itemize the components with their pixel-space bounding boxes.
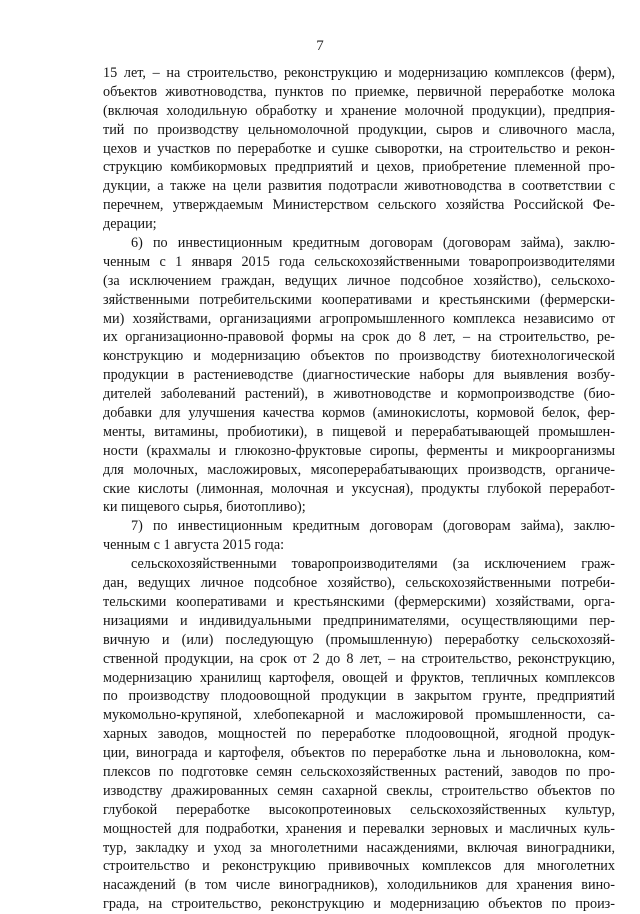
- text-line: ские кислоты (лимонная, молочная и уксусная), продукты глубокой переработ-: [103, 480, 615, 497]
- text-line: 15 лет, – на строительство, реконструкцию и модернизацию комплексов (ферм),: [103, 65, 615, 81]
- text-line: ки пищевого сырья, биотопливо);: [103, 499, 306, 516]
- text-line: ченным с 1 августа 2015 года:: [103, 537, 285, 554]
- text-line: (включая холодильную обработку и хранение молочной продукции), предприя-: [103, 102, 615, 119]
- text-line: ции, винограда и картофеля, объектов по переработке льна и льноволокна, ком-: [103, 745, 615, 762]
- text-line: тий по производству цельномолочной продукции, сыров и сливочного масла,: [103, 121, 615, 138]
- text-line: мукомольно-крупяной, хлебопекарной и масложировой промышленности, са-: [103, 707, 615, 724]
- text-line: цехов и участков по переработке и сушке сыворотки, на строительство и рекон-: [103, 140, 615, 157]
- text-line: дукции, а также на цели развития подотрасли животноводства в соответствии с: [103, 178, 615, 195]
- text-line: вичную и (или) последующую (промышленную) переработку сельскохозяй-: [103, 631, 615, 648]
- text-line: мощностей для подработки, хранения и перевалки зерновых и масличных куль-: [103, 820, 615, 837]
- text-line: низациями и индивидуальными предпринимателями, осуществляющими пер-: [103, 612, 615, 629]
- text-line: ственной продукции, на срок от 2 до 8 лет, – на строительство, реконструкцию,: [103, 650, 615, 667]
- text-line: сельскохозяйственными товаропроизводителями (за исключением граж-: [131, 556, 615, 573]
- text-line: ми) хозяйствами, организациями агропромышленного комплекса независимо от: [103, 310, 615, 327]
- text-line: продукции в растениеводстве (диагностические наборы для выявления возбу-: [103, 367, 615, 384]
- text-line: изводству дражированных семян сахарной свеклы, строительство объектов по: [103, 782, 615, 799]
- text-line: града, на строительство, реконструкцию и модернизацию объектов по произ-: [103, 896, 615, 913]
- page-number: 7: [316, 38, 324, 54]
- text-line: харных заводов, мощностей по переработке плодоовощной, ягодной продук-: [103, 726, 615, 743]
- text-line: глубокой переработке высокопротеиновых сельскохозяйственных культур,: [103, 801, 615, 818]
- text-line: для молочных, масложировых, мясоперерабатывающих производств, органиче-: [103, 461, 615, 478]
- text-line: ности (крахмалы и глюкозно-фруктовые сиропы, ферменты и микроорганизмы: [103, 442, 615, 459]
- text-line: тур, закладку и уход за многолетними насаждениями, включая виноградники,: [103, 839, 615, 856]
- text-line: дителей заболеваний растений), в животноводстве и кормопроизводстве (био-: [103, 386, 615, 403]
- text-line: дан, ведущих личное подсобное хозяйство), сельскохозяйственными потреби-: [103, 575, 615, 592]
- text-line: плексов по подготовке семян сельскохозяйственных растений, заводов по про-: [103, 763, 615, 780]
- body-text: [103, 64, 615, 914]
- text-line: зяйственными потребительскими кооперативами и крестьянскими (фермерски-: [103, 291, 615, 308]
- text-line: струкцию комбикормовых предприятий и цехов, приобретение племенной про-: [103, 159, 615, 176]
- text-line: тельскими кооперативами и крестьянскими (фермерскими) хозяйствами, орга-: [103, 593, 615, 610]
- text-line: 6) по инвестиционным кредитным договорам (договорам займа), заклю-: [131, 235, 615, 252]
- text-line: по производству плодоовощной продукции в закрытом грунте, предприятий: [103, 688, 615, 705]
- text-line: 7) по инвестиционным кредитным договорам (договорам займа), заклю-: [131, 518, 615, 535]
- text-line: объектов животноводства, пунктов по приемке, первичной переработке молока: [103, 83, 615, 100]
- text-line: добавки для улучшения качества кормов (аминокислоты, кормовой белок, фер-: [103, 405, 615, 422]
- text-line: насаждений (в том числе виноградников), холодильников для хранения вино-: [103, 877, 615, 894]
- text-line: перечнем, утверждаемым Министерством сельского хозяйства Российской Фе-: [103, 197, 615, 214]
- text-line: ченным с 1 января 2015 года сельскохозяйственными товаропроизводителями: [103, 253, 615, 270]
- text-line: менты, витамины, пробиотики), в пищевой и перерабатывающей промышлен-: [103, 423, 615, 440]
- text-line: строительство и реконструкцию прививочных комплексов для многолетних: [103, 858, 615, 875]
- text-line: модернизацию хранилищ картофеля, овощей и фруктов, тепличных комплексов: [103, 669, 615, 686]
- text-line: дерации;: [103, 216, 157, 233]
- text-line: их организационно-правовой формы на срок до 8 лет, – на строительство, ре-: [103, 329, 615, 346]
- text-line: конструкцию и модернизацию объектов по производству биотехнологической: [103, 348, 615, 365]
- text-line: (за исключением граждан, ведущих личное подсобное хозяйство), сельскохо-: [103, 272, 615, 289]
